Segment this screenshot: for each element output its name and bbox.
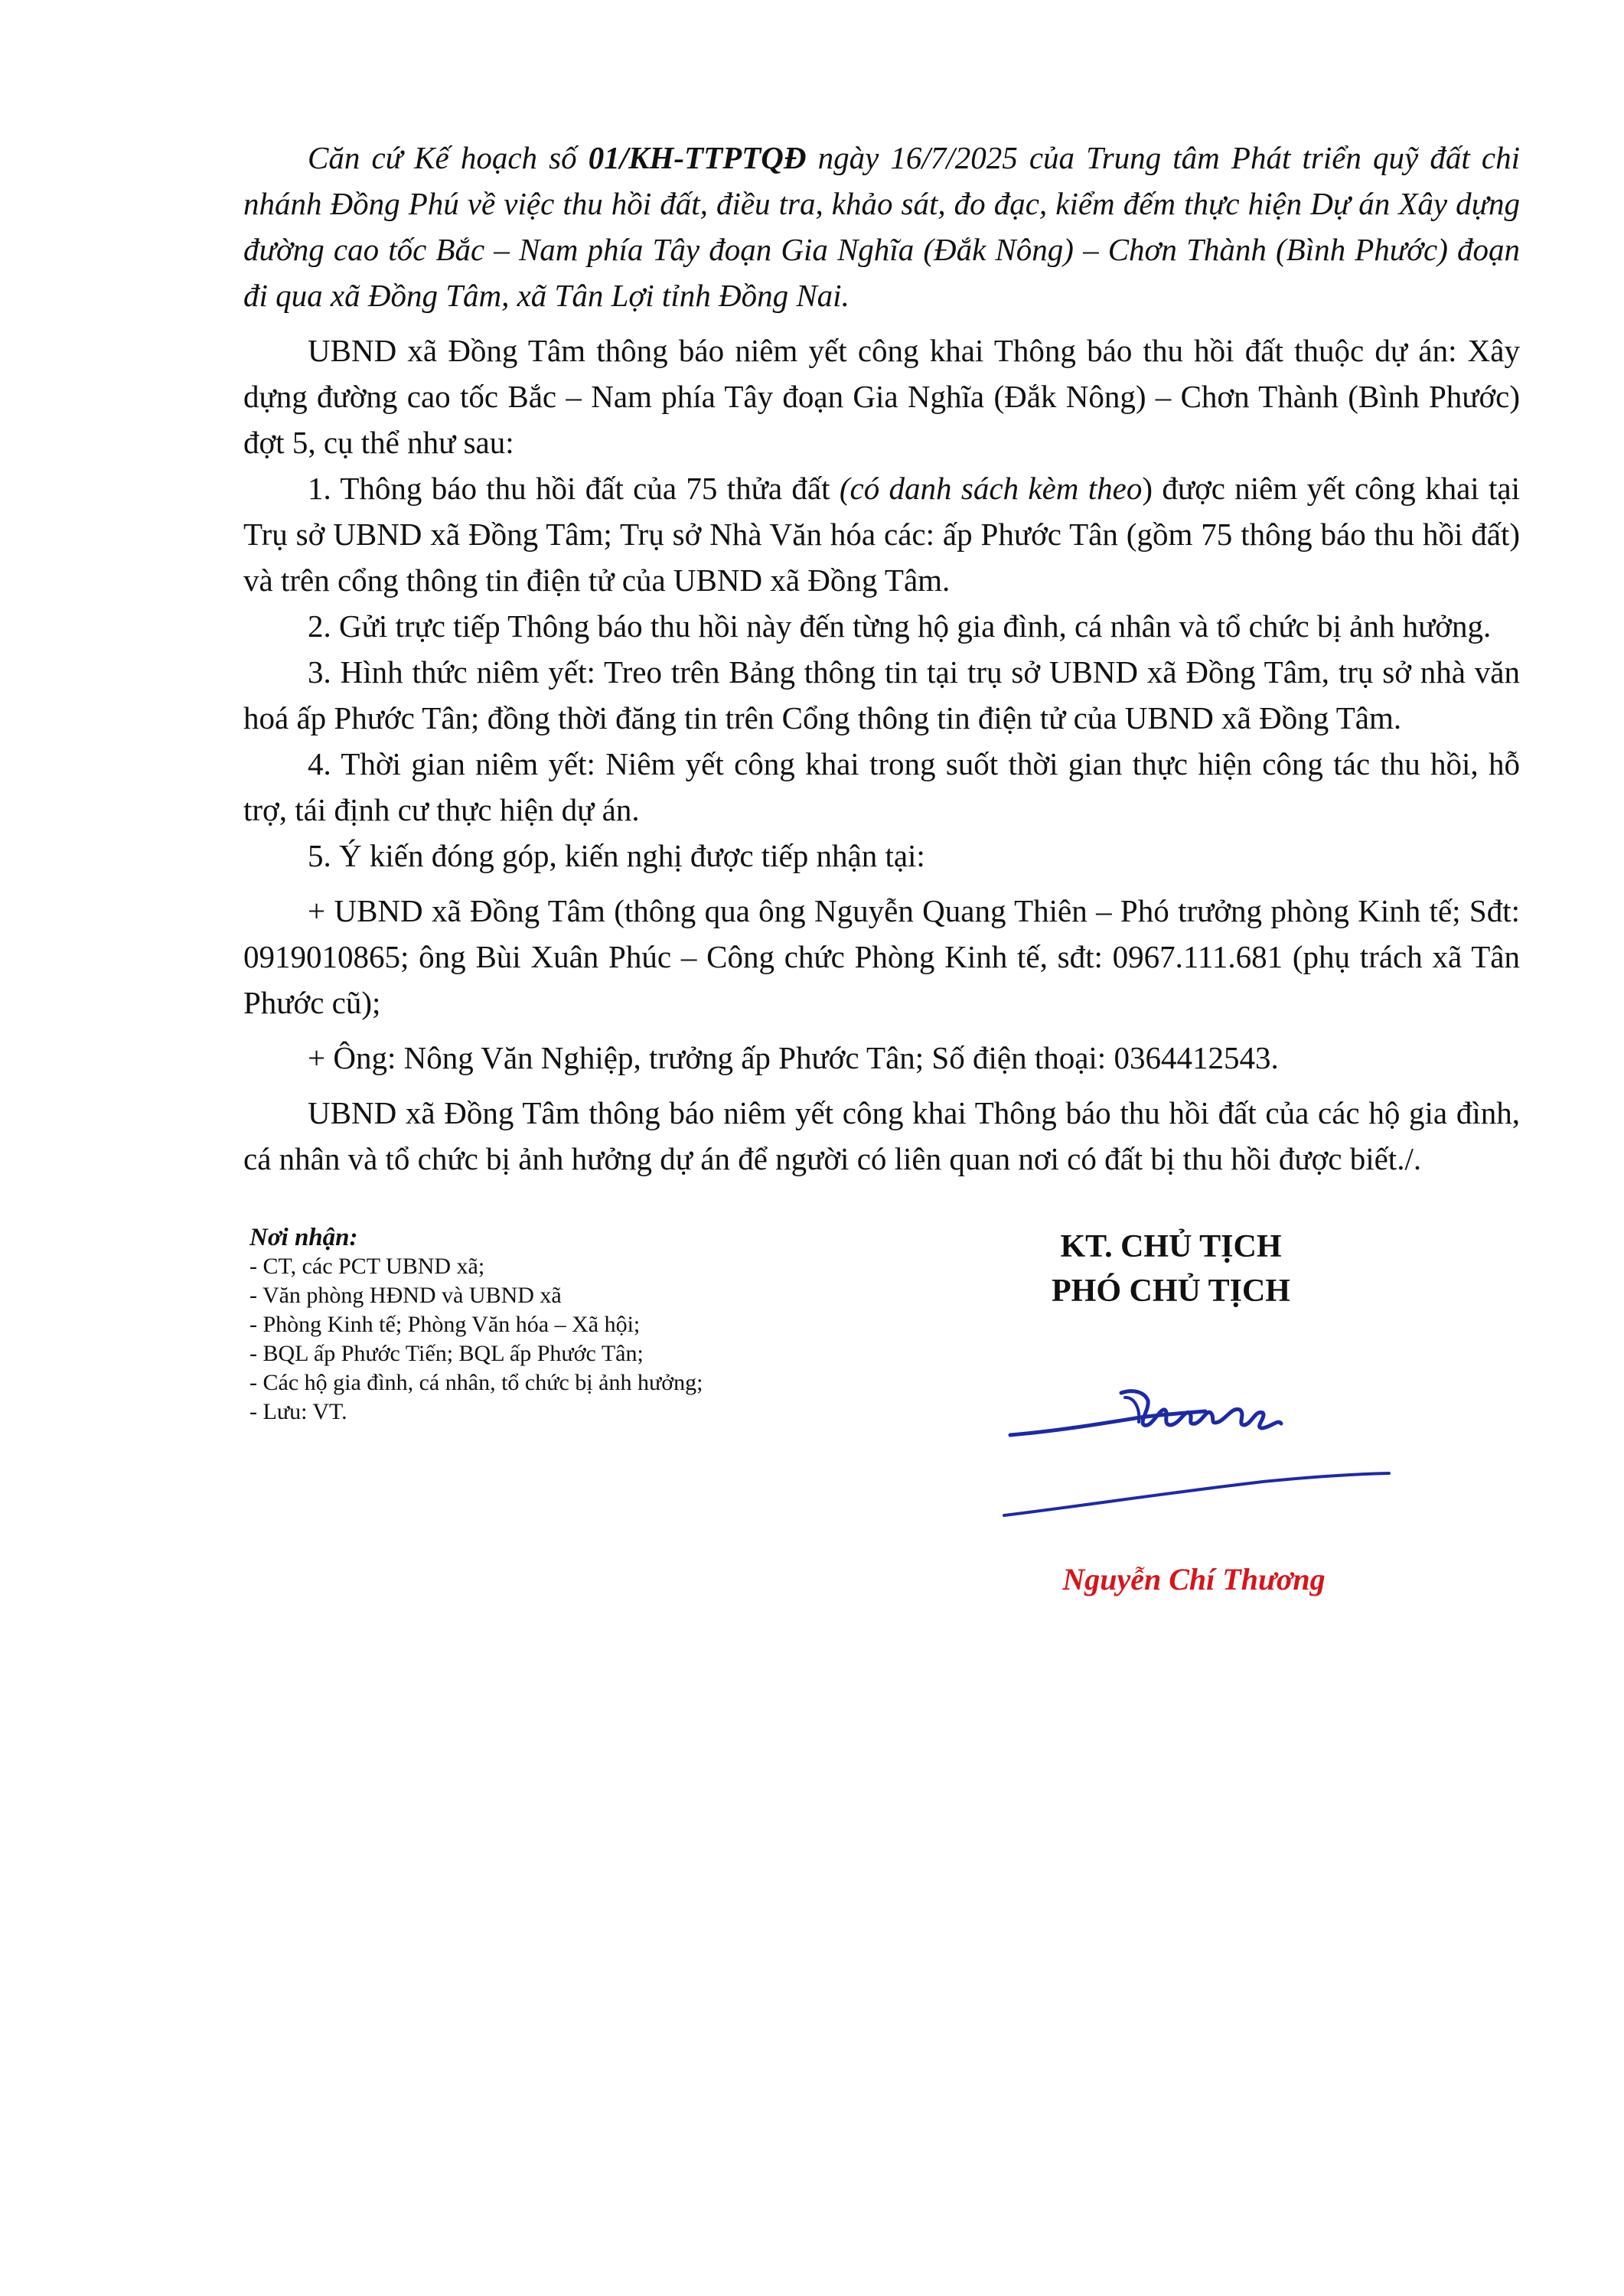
signatory-line-2: PHÓ CHỦ TỊCH	[1052, 1274, 1290, 1309]
signer-name: Nguyễn Chí Thương	[1062, 1562, 1326, 1596]
text-run: Căn cứ Kế hoạch số	[308, 140, 589, 175]
text-run: ngày 16/7/2025 của Trung tâm Phát triển quỹ đất chi nhánh Đồng Phú về việc thu hồi đất, điều tra, khảo sát, đo đạc, kiểm đếm thực hiện Dự án Xây dựng đường cao tốc Bắc – Nam phía Tây đoạn Gia Nghĩa (Đắk Nông) – Chơn Thành (Bình Phước) đoạn đi qua xã Đồng Tâm, xã Tân Lợi tỉnh Đồng Nai.	[243, 140, 1520, 313]
recipient-item: - Các hộ gia đình, cá nhân, tổ chức bị ảnh hưởng;	[249, 1370, 703, 1395]
item-2-paragraph: 2. Gửi trực tiếp Thông báo thu hồi này đến từng hộ gia đình, cá nhân và tổ chức bị ảnh hưởng.	[308, 608, 1492, 644]
recipients-title: Nơi nhận:	[249, 1224, 358, 1251]
signatory-line-1: KT. CHỦ TỊCH	[1060, 1229, 1282, 1264]
recipient-item: - CT, các PCT UBND xã;	[249, 1254, 485, 1279]
signatory-title	[1010, 1225, 1332, 1313]
text-run-italic: (có danh sách kèm theo	[839, 471, 1143, 506]
item-1-paragraph	[243, 465, 1520, 603]
recipient-item: - Văn phòng HĐND và UBND xã	[249, 1283, 562, 1308]
item-4-paragraph: 4. Thời gian niêm yết: Niêm yết công khai trong suốt thời gian thực hiện công tác thu hồi, hỗ trợ, tái định cư thực hiện dự án.	[243, 746, 1520, 827]
contact-2-paragraph: + Ông: Nông Văn Nghiệp, trưởng ấp Phước Tân; Số điện thoại: 0364412543.	[308, 1040, 1279, 1075]
text-run: ) được niêm yết công khai tại Trụ sở UBND xã Đồng Tâm; Trụ sở Nhà Văn hóa các: ấp Phước Tân (gồm 75 thông báo thu hồi đất) và trên cổng thông tin điện tử của UBND xã Đồng Tâm.	[243, 471, 1520, 598]
recipient-item: - BQL ấp Phước Tiến; BQL ấp Phước Tân;	[249, 1341, 644, 1366]
item-3-paragraph: 3. Hình thức niêm yết: Treo trên Bảng thông tin tại trụ sở UBND xã Đồng Tâm, trụ sở nhà văn hoá ấp Phước Tân; đồng thời đăng tin trên Cổng thông tin điện tử của UBND xã Đồng Tâm.	[243, 654, 1520, 735]
recipient-item: - Lưu: VT.	[249, 1399, 347, 1424]
plan-number: 01/KH-TTPTQĐ	[588, 140, 807, 175]
announcement-paragraph: UBND xã Đồng Tâm thông báo niêm yết công khai Thông báo thu hồi đất thuộc dự án: Xây dựng đường cao tốc Bắc – Nam phía Tây đoạn Gia Nghĩa (Đắk Nông) – Chơn Thành (Bình Phước) đợt 5, cụ thể như sau:	[243, 333, 1520, 460]
recipients-list	[249, 1252, 877, 1427]
recipients-block	[249, 1223, 877, 1427]
handwritten-signature	[987, 1362, 1401, 1523]
text-run: 1. Thông báo thu hồi đất của 75 thửa đất	[308, 471, 840, 506]
recipient-item: - Phòng Kinh tế; Phòng Văn hóa – Xã hội;	[249, 1312, 641, 1337]
contact-1-paragraph: + UBND xã Đồng Tâm (thông qua ông Nguyễn Quang Thiên – Phó trưởng phòng Kinh tế; Sđt: 0919010865; ông Bùi Xuân Phúc – Công chức Phòng Kinh tế, sđt: 0967.111.681 (phụ trách xã Tân Phước cũ);	[243, 893, 1520, 1020]
item-5-paragraph: 5. Ý kiến đóng góp, kiến nghị được tiếp nhận tại:	[308, 838, 925, 873]
legal-basis-paragraph	[243, 135, 1520, 318]
closing-paragraph: UBND xã Đồng Tâm thông báo niêm yết công khai Thông báo thu hồi đất của các hộ gia đình, cá nhân và tổ chức bị ảnh hưởng dự án để người có liên quan nơi có đất bị thu hồi được biết./.	[243, 1095, 1520, 1176]
document-body	[243, 135, 1520, 1182]
